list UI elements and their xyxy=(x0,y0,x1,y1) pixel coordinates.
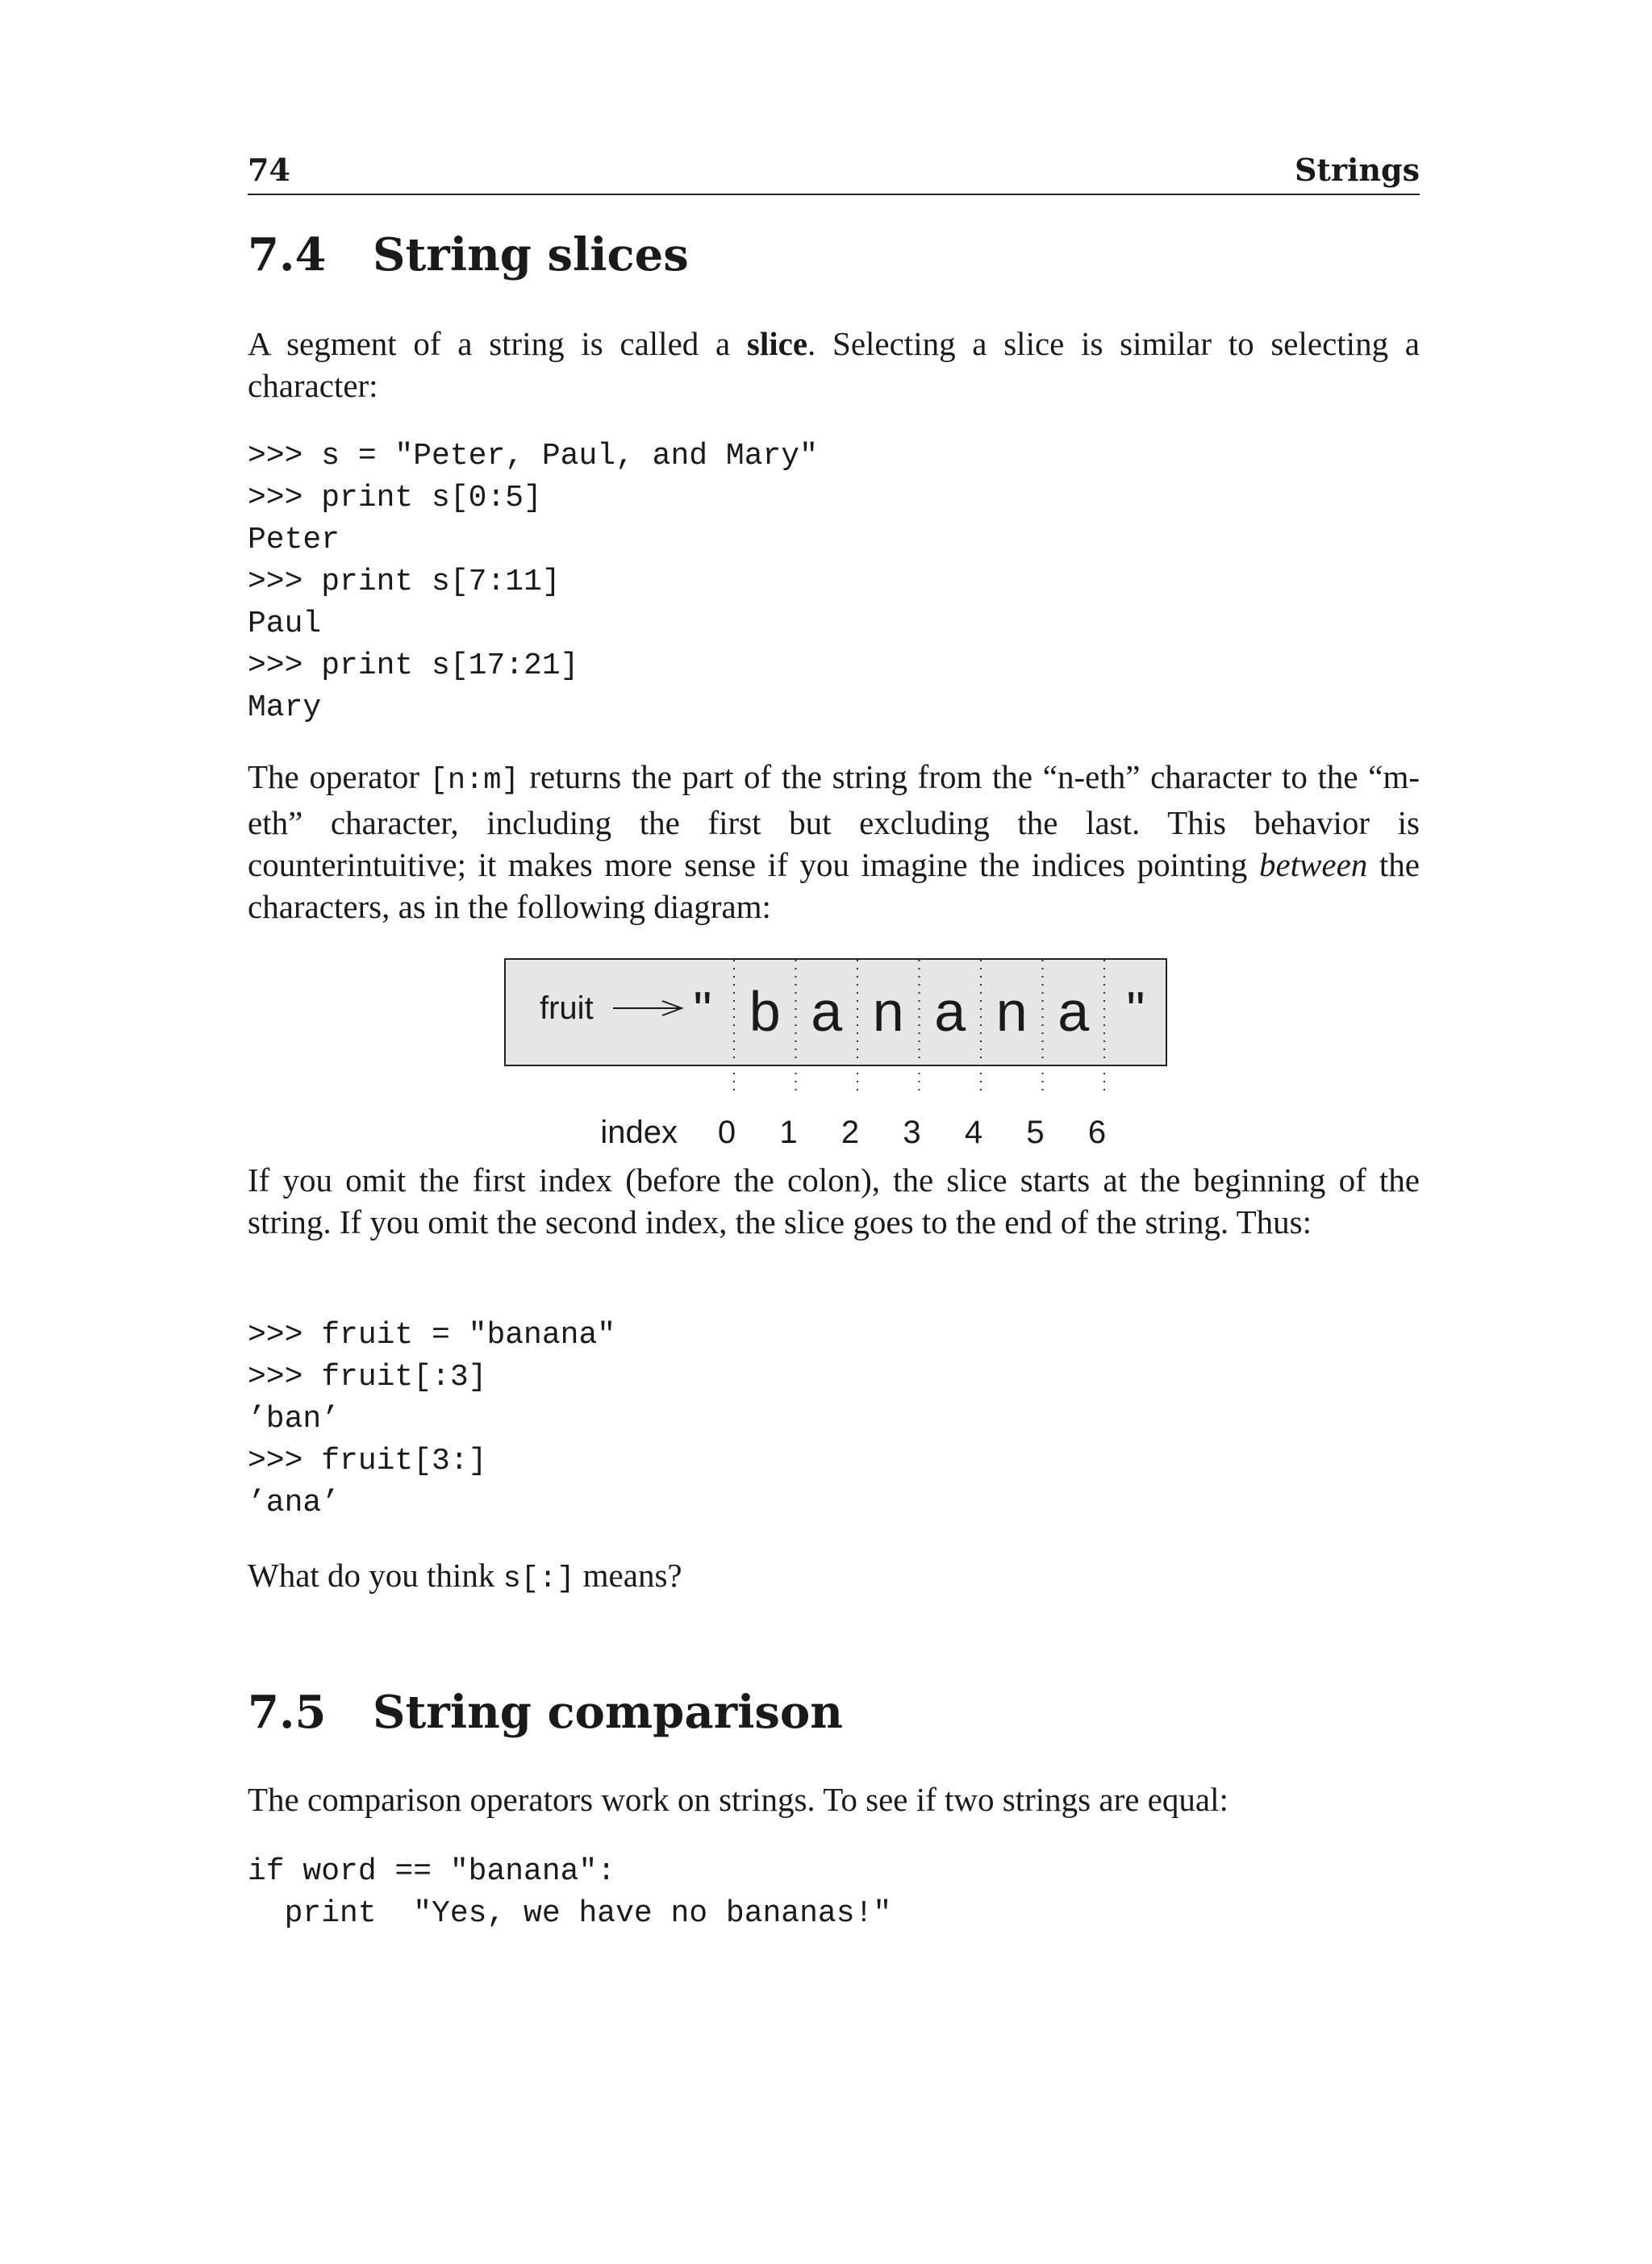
operator-code: [n:m] xyxy=(429,764,519,798)
letter-b-0: b xyxy=(749,980,781,1043)
section-title: String slices xyxy=(373,228,689,281)
close-quote: " xyxy=(1126,981,1145,1039)
omit-text: If you omit the first index (before the colon), the slice starts at the beginning of the string. If you omit the second index, the slice goes to the end of the string. Thus: xyxy=(248,1161,1420,1240)
index-number-0: 0 xyxy=(717,1115,736,1150)
code-line: Paul xyxy=(248,607,322,641)
letter-a-1: a xyxy=(811,980,843,1043)
question-paragraph xyxy=(248,1554,1420,1600)
slice-index-diagram xyxy=(504,958,1167,1152)
code-line: >>> fruit[:3] xyxy=(248,1360,487,1395)
comparison-intro-text: The comparison operators work on strings. To see if two strings are equal: xyxy=(248,1781,1229,1818)
code-block-fruit xyxy=(248,1315,615,1524)
code-line: >>> print s[17:21] xyxy=(248,648,579,683)
running-header xyxy=(248,152,1420,195)
page-number: 74 xyxy=(248,152,290,188)
letter-n-2: n xyxy=(872,980,904,1043)
operator-paragraph xyxy=(248,756,1420,928)
index-number-2: 2 xyxy=(841,1115,860,1150)
letter-a-5: a xyxy=(1058,980,1090,1043)
question-code: s[:] xyxy=(503,1562,575,1596)
slice-intro-paragraph xyxy=(248,323,1420,407)
index-label: index xyxy=(600,1115,678,1150)
open-quote: " xyxy=(693,981,712,1039)
intro-text-start: A segment of a string is called a xyxy=(248,325,747,362)
intro-text-end: . Selecting a slice is similar to selecting a character: xyxy=(248,325,1420,404)
operator-text-2: returns the part of the string from the “n-eth” character to the “m-eth” character, including the first but excluding the last. This behavior is counterintuitive; it makes more sense if you imagine the indices pointing xyxy=(248,758,1420,883)
comparison-intro-paragraph xyxy=(248,1778,1420,1820)
running-head-title: Strings xyxy=(1294,152,1420,188)
variable-label: fruit xyxy=(540,990,594,1026)
code-line: >>> print s[7:11] xyxy=(248,565,561,599)
term-slice: slice xyxy=(746,325,808,362)
index-numbers xyxy=(718,1115,1106,1150)
omit-index-paragraph xyxy=(248,1159,1420,1243)
code-line: ’ana’ xyxy=(248,1486,340,1520)
code-block-slices xyxy=(248,436,818,729)
section-number: 7.4 xyxy=(248,228,327,281)
index-number-5: 5 xyxy=(1026,1115,1045,1150)
code-line: Mary xyxy=(248,690,322,725)
section-heading-7-5 xyxy=(248,1686,843,1739)
operator-text-1: The operator xyxy=(248,758,430,795)
operator-text-3: the characters, as in the following diagram: xyxy=(248,846,1420,925)
index-number-4: 4 xyxy=(964,1115,983,1150)
code-block-comparison xyxy=(248,1851,891,1935)
code-line: >>> fruit = "banana" xyxy=(248,1318,616,1353)
letter-n-4: n xyxy=(995,980,1028,1043)
section-number: 7.5 xyxy=(248,1686,327,1739)
index-number-6: 6 xyxy=(1087,1115,1107,1150)
emphasis-between: between xyxy=(1258,846,1368,883)
index-number-3: 3 xyxy=(903,1115,921,1150)
code-line: >>> s = "Peter, Paul, and Mary" xyxy=(248,439,818,473)
section-title: String comparison xyxy=(373,1686,843,1739)
code-line: if word == "banana": xyxy=(248,1854,616,1889)
code-line: print "Yes, we have no bananas!" xyxy=(248,1896,892,1931)
letter-a-3: a xyxy=(934,980,966,1043)
code-line: >>> fruit[3:] xyxy=(248,1444,487,1478)
code-line: >>> print s[0:5] xyxy=(248,481,542,515)
code-line: ’ban’ xyxy=(248,1402,340,1436)
code-line: Peter xyxy=(248,523,340,557)
question-text-2: means? xyxy=(574,1557,682,1594)
question-text-1: What do you think xyxy=(248,1557,503,1594)
section-heading-7-4 xyxy=(248,228,689,281)
index-number-1: 1 xyxy=(779,1115,798,1150)
